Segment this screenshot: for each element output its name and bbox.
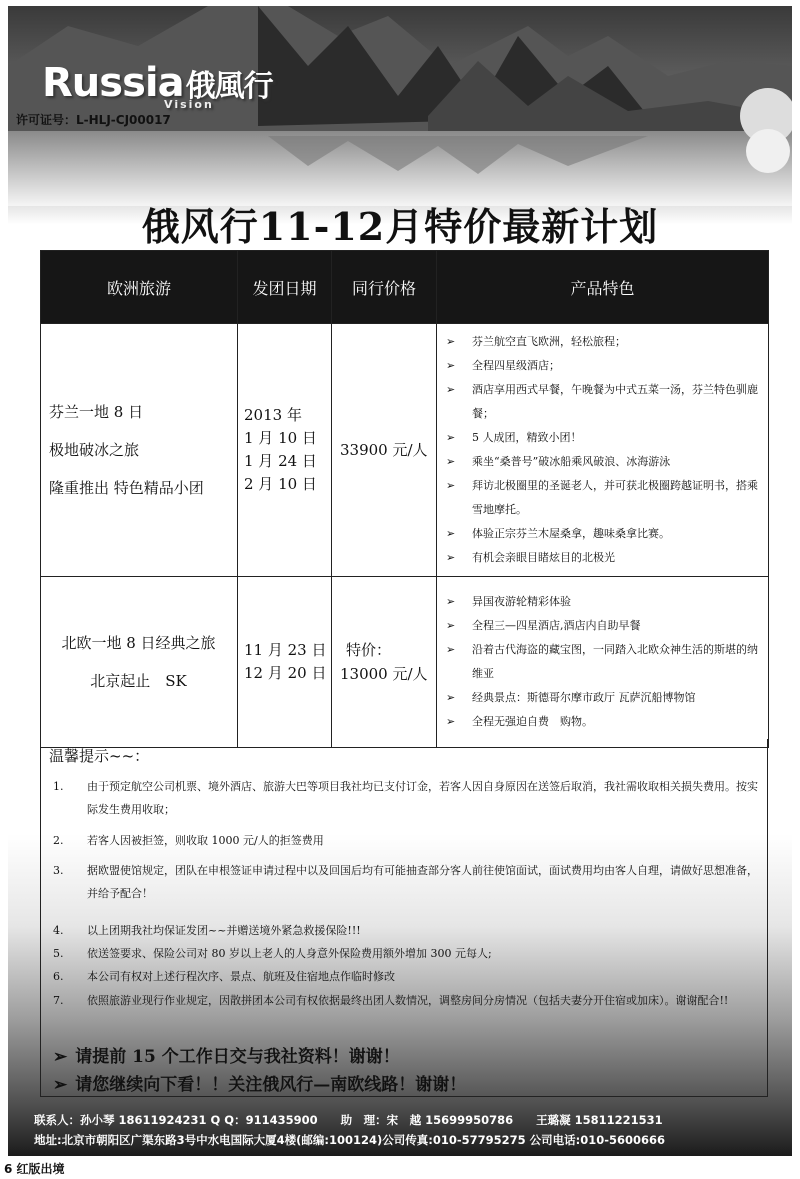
date-line: 11 月 23 日 [244, 641, 327, 659]
price-cell [332, 324, 437, 577]
tour-name-line: 隆重推出 特色精品小团 [49, 479, 204, 497]
header-tour: 欧洲旅游 [41, 251, 238, 324]
list-item: ➢ 全程四星级酒店； [446, 354, 763, 378]
arrow-bullet-icon: ➢ [446, 335, 456, 348]
arrow-bullet-icon: ➢ [446, 359, 456, 372]
arrow-bullet-icon: ➢ [446, 431, 456, 444]
tip-item: 5. 依送签要求、保险公司对 80 岁以上老人的人身意外保险费用额外增加 300 元每人; [53, 947, 492, 960]
tour-name-line: 芬兰一地 8 日 [49, 403, 144, 421]
mountain-landscape-image [8, 6, 792, 206]
date-line: 2 月 10 日 [244, 475, 317, 493]
date-line: 1 月 24 日 [244, 452, 317, 470]
arrow-bullet-icon: ➢ [446, 595, 456, 608]
list-item: ➢ 全程无强迫自费 购物。 [446, 710, 763, 734]
features-cell [437, 577, 769, 748]
arrow-bullet-icon: ➢ [53, 1075, 68, 1095]
table-header-row [41, 251, 769, 324]
price-line: 33900 元/人 [340, 441, 428, 459]
arrow-bullet-icon: ➢ [53, 1047, 68, 1067]
note-line: ➢ 请提前 15 个工作日交与我社资料！谢谢！ [53, 1047, 400, 1067]
feature-list [438, 326, 767, 574]
list-item: ➢ 异国夜游轮精彩体验 [446, 590, 763, 614]
address-line: 地址:北京市朝阳区广渠东路3号中水电国际大厦4楼(邮编:100124)公司传真:010-57795275 公司电话:010-5600666 [34, 1133, 666, 1147]
contact-line: 联系人：孙小琴 18611924231 Q Q：911435900 助 理：宋 越 15699950786 王璐凝 15811221531 [34, 1113, 663, 1127]
price-line: 特价： [346, 641, 392, 659]
arrow-bullet-icon: ➢ [446, 383, 456, 396]
license-number: 许可证号：L-HLJ-CJ00017 [16, 113, 171, 127]
tip-item: 2. 若客人因被拒签，则收取 1000 元/人的拒签费用 [53, 834, 324, 847]
list-item: ➢ 酒店享用西式早餐，午晚餐为中式五菜一汤，芬兰特色驯鹿餐； [446, 378, 763, 426]
logo-subtitle: Vision [164, 98, 214, 111]
arrow-bullet-icon: ➢ [446, 691, 456, 704]
page-title: 俄风行11-12月特价最新计划 [141, 204, 659, 249]
arrow-bullet-icon: ➢ [446, 619, 456, 632]
tour-name-line: 北京起止 SK [90, 672, 187, 690]
tip-item: 7. 依照旅游业现行作业规定，因散拼团本公司有权依据最终出团人数情况，调整房间分房情况（包括夫妻分开住宿或加床）。谢谢配合!! [53, 994, 729, 1007]
arrow-bullet-icon: ➢ [446, 455, 456, 468]
arrow-bullet-icon: ➢ [446, 715, 456, 728]
note-line: ➢ 请您继续向下看！！关注俄风行—南欧线路！谢谢！ [53, 1075, 467, 1095]
header-features: 产品特色 [437, 251, 769, 324]
logo-text-en: Russia [42, 60, 184, 106]
arrow-bullet-icon: ➢ [446, 527, 456, 540]
tips-box [40, 739, 768, 1097]
price-cell [332, 577, 437, 748]
list-item: ➢ 5 人成团，精致小团！ [446, 426, 763, 450]
list-item: ➢ 经典景点：斯德哥尔摩市政厅 瓦萨沉船博物馆 [446, 686, 763, 710]
list-item: ➢ 拜访北极圈里的圣诞老人，并可获北极圈跨越证明书，搭乘雪地摩托。 [446, 474, 763, 522]
logo-text-cn: 俄風行 [185, 69, 273, 104]
flyer-page [8, 6, 792, 1156]
header-departure-date: 发团日期 [238, 251, 332, 324]
tour-name-line: 极地破冰之旅 [49, 441, 140, 459]
arrow-bullet-icon: ➢ [446, 551, 456, 564]
table-row [41, 324, 769, 577]
departure-dates-cell [238, 577, 332, 748]
date-line: 2013 年 [244, 406, 302, 424]
tour-name-line: 北欧一地 8 日经典之旅 [61, 634, 216, 652]
tour-name-cell [41, 324, 238, 577]
tips-title: 温馨提示~~： [49, 747, 150, 765]
list-item: ➢ 体验正宗芬兰木屋桑拿，趣味桑拿比赛。 [446, 522, 763, 546]
table-row [41, 577, 769, 748]
date-line: 12 月 20 日 [244, 664, 327, 682]
departure-dates-cell [238, 324, 332, 577]
list-item: ➢ 沿着古代海盗的藏宝图，一同踏入北欧众神生活的斯堪的纳维亚 [446, 638, 763, 686]
price-line: 13000 元/人 [340, 665, 428, 683]
features-cell [437, 324, 769, 577]
date-line: 1 月 10 日 [244, 429, 317, 447]
tip-item: 6. 本公司有权对上述行程次序、景点、航班及住宿地点作临时修改 [53, 970, 395, 983]
arrow-bullet-icon: ➢ [446, 643, 456, 656]
feature-list [438, 586, 767, 738]
tour-name-cell [41, 577, 238, 748]
tour-table [40, 250, 769, 748]
header-price: 同行价格 [332, 251, 437, 324]
tip-item: 3. 据欧盟使馆规定，团队在申根签证申请过程中以及回国后均有可能抽查部分客人前往使馆面试，面试费用均由客人自理，请做好思想准备，并给予配合！ [53, 864, 758, 900]
page-footer: 6 红版出境 [4, 1162, 65, 1176]
arrow-bullet-icon: ➢ [446, 479, 456, 492]
list-item: ➢ 全程三—四星酒店,酒店内自助早餐 [446, 614, 763, 638]
tip-item: 4. 以上团期我社均保证发团~~并赠送境外紧急救援保险!!! [53, 924, 361, 937]
brand-logo [42, 60, 273, 111]
list-item: ➢ 芬兰航空直飞欧洲，轻松旅程； [446, 330, 763, 354]
list-item: ➢ 乘坐“桑普号”破冰船乘风破浪、冰海游泳 [446, 450, 763, 474]
tip-item: 1. 由于预定航空公司机票、境外酒店、旅游大巴等项目我社均已支付订金，若客人因自身原因在送签后取消，我社需收取相关损失费用。按实际发生费用收取； [53, 780, 758, 816]
list-item: ➢ 有机会亲眼目睹炫目的北极光 [446, 546, 763, 570]
